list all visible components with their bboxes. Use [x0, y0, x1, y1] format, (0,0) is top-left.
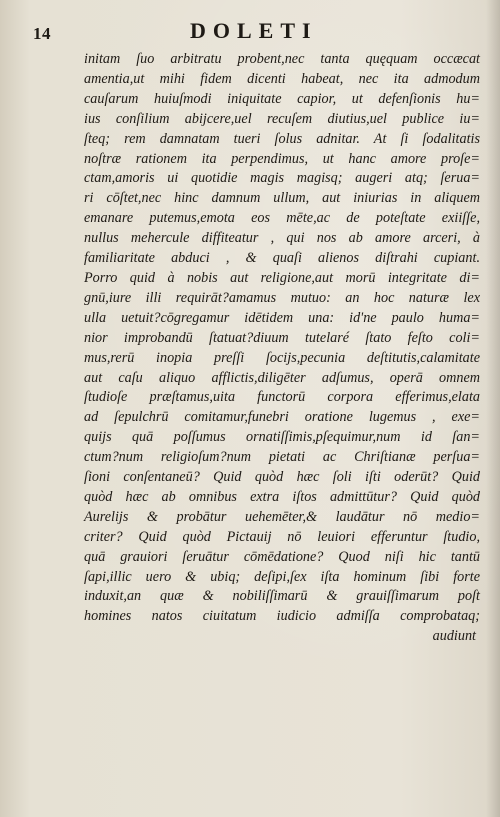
- text-line: ſioni conſentaneū? Quid quòd hæc ſoli iſti oderūt? Quid: [84, 469, 480, 486]
- text-line: quijs quā poſſumus ornatiſſimis,pſequimur,num id ſan=: [84, 429, 480, 446]
- text-line: nullus mehercule diffiteatur , qui nos ab amore arceri, à: [84, 230, 480, 247]
- text-line: amentia,ut mihi fidem dicenti habeat, nec ita admodum: [84, 70, 480, 87]
- text-line: ulla uetuit?cōgregamur idētidem una: id'ne paulo huma=: [84, 309, 480, 326]
- text-line: ad ſepulchrū comitamur,funebri oratione lugemus , exe=: [84, 409, 480, 426]
- text-line: emanare putemus,emota eos mēte,ac de poteſtate exiiſſe,: [84, 210, 480, 227]
- text-line: ius conſilium abijcere,uel recuſem diutius,uel publice iu=: [84, 110, 480, 127]
- page-edge-shadow: [486, 0, 500, 817]
- text-line: Aurelijs & probātur uehemēter,& laudātur nō medio=: [84, 508, 480, 525]
- text-line: ſapi,illic uero & ubiq; deſipi,ſex iſta hominum ſibi forte: [84, 568, 480, 585]
- text-line: homines natos ciuitatum iudicio admiſſa comprobataq;: [84, 608, 480, 625]
- text-line: Porro quid à nobis aut religione,aut morū integritate di=: [84, 269, 480, 286]
- text-line: criter? Quid quòd Pictauij nō leuiori efferuntur ſtudio,: [84, 528, 480, 545]
- text-line: quòd hæc ab omnibus extra iſtos admittūtur? Quid quòd: [84, 488, 480, 505]
- text-line: ſtudioſe præſtamus,uita functorū corpora efferimus,elata: [84, 389, 480, 406]
- text-line: familiaritate abduci , & quaſi alienos diſtrahi cupiant.: [84, 250, 480, 267]
- text-line: ſteq; rem damnatam tueri ſolus adnitar. At ſi ſodalitatis: [84, 130, 480, 147]
- text-line: ctum?num religioſum?num pietati ac Chriſtianæ perſua=: [84, 449, 480, 466]
- text-line: mus,rerū inopia preſſi ſocijs,pecunia deſtitutis,calamitate: [84, 349, 480, 366]
- text-line: quā grauiori ſeruātur cōmēdatione? Quod niſi hic tantū: [84, 548, 480, 565]
- text-line: aut caſu aliquo afflictis,diligēter adſumus, operā omnem: [84, 369, 480, 386]
- text-line: ctam,amoris ui quotidie magis magisq; augeri atq; ſerua=: [84, 170, 480, 187]
- running-head: DOLETI: [190, 18, 318, 43]
- text-line: nior improbandū ſtatuat?diuum tutelaré ſtato feſto coli=: [84, 329, 480, 346]
- page-number: 14: [33, 24, 51, 43]
- text-line: noſtræ rationem ita perpendimus, ut hanc amore proſe=: [84, 150, 480, 167]
- text-line: initam ſuo arbitratu probent,nec tanta quęquam occæcat: [84, 51, 480, 67]
- text-line: induxit,an quæ & nobiliſſimarū & grauiſſimarum poſt: [84, 588, 480, 605]
- text-line: gnū,iure illi requirāt?amamus mutuo: an hoc naturæ lex: [84, 289, 480, 306]
- text-line: cauſarum huiuſmodi iniquitate capior, ut defenſionis hu=: [84, 90, 480, 107]
- text-line: ri cōſtet,nec hinc damnum ullum, aut iniurias in aliquem: [84, 190, 480, 207]
- catchword: audiunt: [432, 628, 476, 645]
- body-text: [84, 50, 480, 647]
